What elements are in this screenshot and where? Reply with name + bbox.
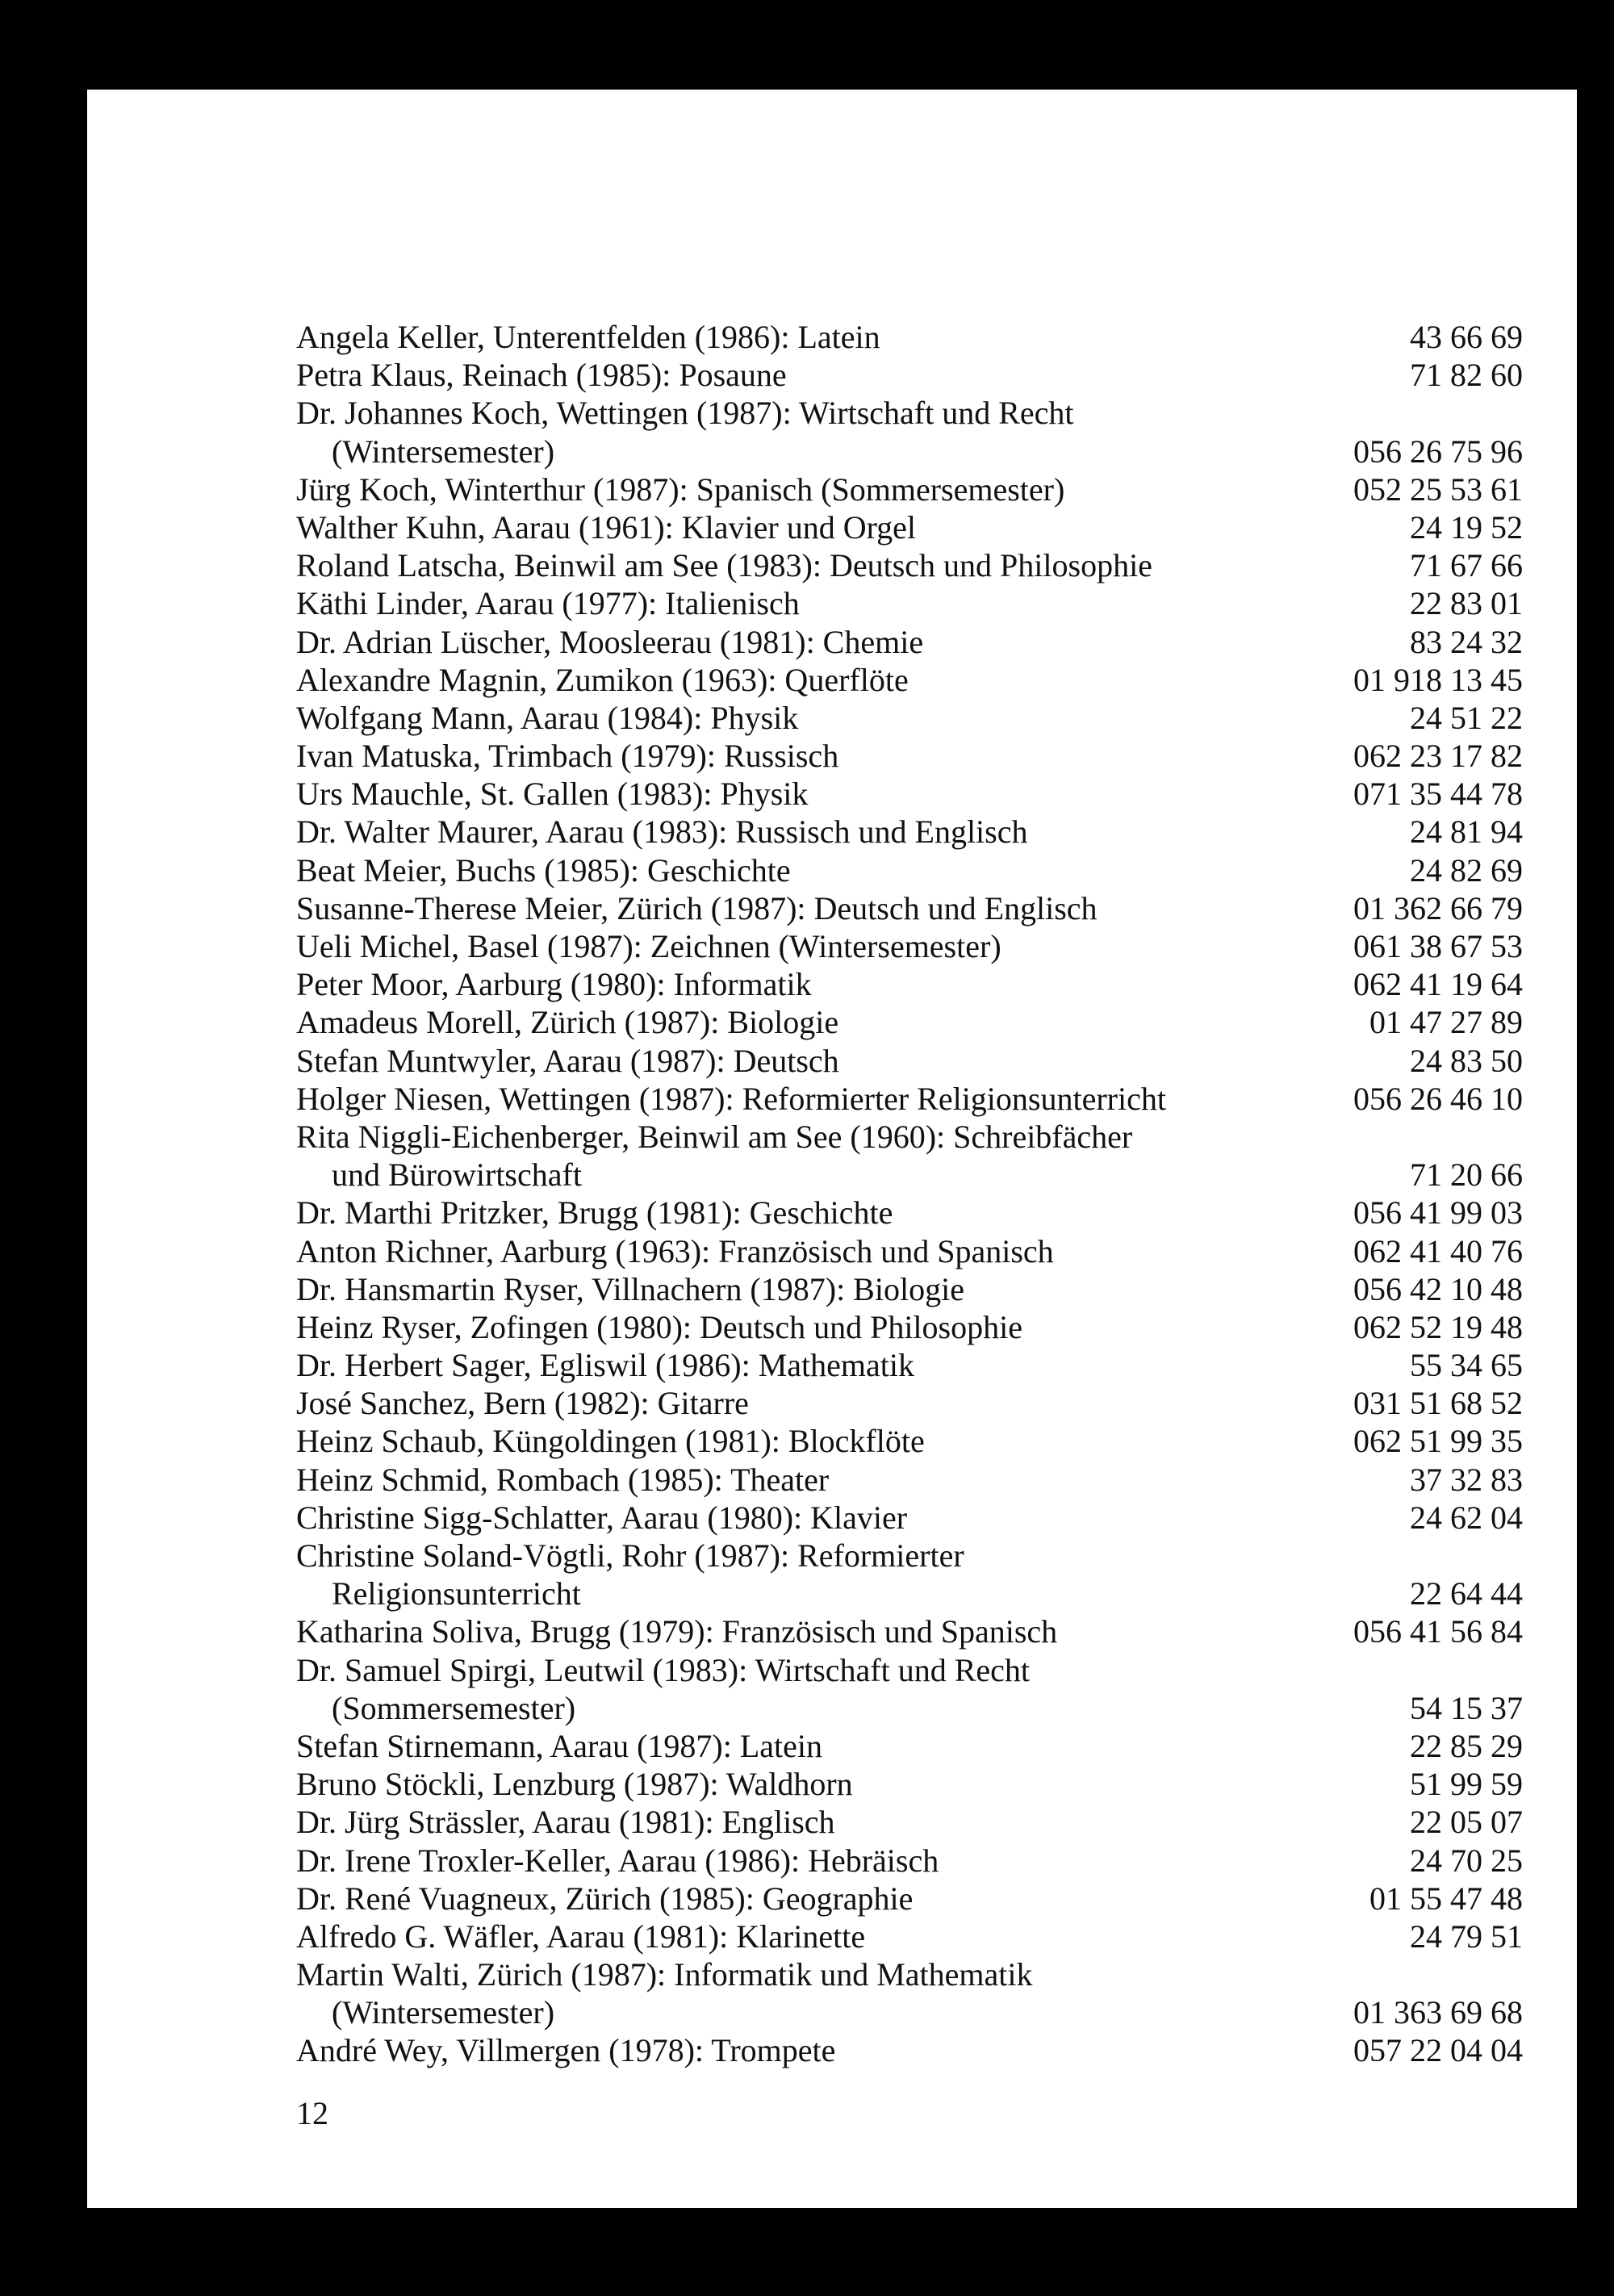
directory-entry — [296, 1612, 1523, 1650]
directory-entry — [296, 1118, 1523, 1194]
entry-text: Dr. René Vuagneux, Zürich (1985): Geographie — [296, 1880, 914, 1917]
directory-entry — [296, 1384, 1523, 1422]
directory-entry — [296, 1918, 1523, 1955]
directory-entry — [296, 1537, 1523, 1612]
entry-text: Petra Klaus, Reinach (1985): Posaune — [296, 357, 787, 394]
entry-text: Jürg Koch, Winterthur (1987): Spanisch (Sommersemester) — [296, 470, 1065, 508]
phone-number: 24 19 52 — [1410, 508, 1523, 546]
entry-text: Dr. Marthi Pritzker, Brugg (1981): Geschichte — [296, 1194, 893, 1232]
entry-text: Dr. Samuel Spirgi, Leutwil (1983): Wirtschaft und Recht — [296, 1651, 1031, 1688]
phone-number: 057 22 04 04 — [1353, 2032, 1523, 2069]
entry-text: Walther Kuhn, Aarau (1961): Klavier und Orgel — [296, 508, 917, 546]
entry-text-continuation: (Sommersemester) — [332, 1689, 576, 1726]
entry-text: Dr. Herbert Sager, Egliswil (1986): Mathematik — [296, 1347, 914, 1384]
phone-number: 24 83 50 — [1410, 1042, 1523, 1079]
entry-text: Angela Keller, Unterentfelden (1986): Latein — [296, 319, 880, 355]
directory-entry — [296, 1651, 1523, 1727]
directory-entry — [296, 1232, 1523, 1270]
entry-text: José Sanchez, Bern (1982): Gitarre — [296, 1385, 749, 1422]
directory-entry — [296, 813, 1523, 851]
phone-number: 056 26 75 96 — [1353, 433, 1523, 470]
entry-text: Beat Meier, Buchs (1985): Geschichte — [296, 851, 791, 889]
directory-entry — [296, 851, 1523, 889]
phone-number: 01 55 47 48 — [1369, 1880, 1523, 1917]
phone-number: 22 85 29 — [1410, 1727, 1523, 1764]
entry-text: Heinz Ryser, Zofingen (1980): Deutsch und Philosophie — [296, 1308, 1022, 1345]
entry-text: Heinz Schmid, Rombach (1985): Theater — [296, 1461, 830, 1498]
phone-number: 71 20 66 — [1410, 1156, 1523, 1194]
directory-entry — [296, 1842, 1523, 1880]
directory-entry — [296, 775, 1523, 813]
directory-entry — [296, 623, 1523, 661]
entry-text: Ivan Matuska, Trimbach (1979): Russisch — [296, 738, 839, 775]
directory-entry — [296, 737, 1523, 775]
directory-entry — [296, 1803, 1523, 1841]
directory-entry — [296, 1003, 1523, 1041]
directory-entry — [296, 889, 1523, 927]
entry-text: Alfredo G. Wäfler, Aarau (1981): Klarinette — [296, 1918, 866, 1955]
phone-number: 24 79 51 — [1410, 1918, 1523, 1955]
phone-number: 056 41 99 03 — [1353, 1194, 1523, 1232]
entry-text: Martin Walti, Zürich (1987): Informatik und Mathematik — [296, 1956, 1033, 1993]
entry-text: Susanne-Therese Meier, Zürich (1987): Deutsch und Englisch — [296, 889, 1098, 926]
phone-number: 83 24 32 — [1410, 623, 1523, 660]
entry-text: Stefan Stirnemann, Aarau (1987): Latein — [296, 1727, 823, 1764]
entry-text: Wolfgang Mann, Aarau (1984): Physik — [296, 699, 799, 736]
phone-number: 062 52 19 48 — [1353, 1308, 1523, 1345]
phone-number: 056 26 46 10 — [1353, 1080, 1523, 1117]
directory-entry — [296, 1422, 1523, 1460]
directory-entry — [296, 2031, 1523, 2069]
entry-text-continuation: Religionsunterricht — [332, 1575, 581, 1612]
phone-number: 51 99 59 — [1410, 1766, 1523, 1803]
directory-entry — [296, 1042, 1523, 1080]
phone-number: 062 41 40 76 — [1353, 1232, 1523, 1269]
phone-number: 01 363 69 68 — [1353, 1994, 1523, 2031]
directory-entry — [296, 699, 1523, 737]
entry-text: Bruno Stöckli, Lenzburg (1987): Waldhorn — [296, 1766, 853, 1803]
phone-number: 24 70 25 — [1410, 1842, 1523, 1879]
phone-number: 71 67 66 — [1410, 547, 1523, 584]
directory-entry — [296, 1461, 1523, 1499]
directory-entry — [296, 356, 1523, 394]
directory-entry — [296, 546, 1523, 584]
directory-entry — [296, 318, 1523, 356]
phone-number: 22 64 44 — [1410, 1575, 1523, 1612]
phone-number: 061 38 67 53 — [1353, 928, 1523, 964]
phone-number: 22 83 01 — [1410, 585, 1523, 622]
entry-text: Dr. Jürg Strässler, Aarau (1981): Englisch — [296, 1804, 835, 1841]
directory-entry — [296, 965, 1523, 1003]
directory-entry — [296, 470, 1523, 508]
phone-number: 062 51 99 35 — [1353, 1423, 1523, 1460]
entry-text: Urs Mauchle, St. Gallen (1983): Physik — [296, 776, 809, 813]
phone-number: 55 34 65 — [1410, 1347, 1523, 1384]
directory-entry — [296, 1080, 1523, 1118]
entry-text-continuation: (Wintersemester) — [332, 1994, 555, 2031]
phone-number: 24 82 69 — [1410, 851, 1523, 889]
entry-text: Dr. Walter Maurer, Aarau (1983): Russisch und Englisch — [296, 813, 1028, 851]
entry-text: Holger Niesen, Wettingen (1987): Reformierter Religionsunterricht — [296, 1080, 1166, 1117]
entry-text: Christine Sigg-Schlatter, Aarau (1980): Klavier — [296, 1499, 908, 1536]
entry-text-continuation: (Wintersemester) — [332, 433, 555, 470]
phone-number: 01 362 66 79 — [1353, 889, 1523, 926]
phone-number: 24 81 94 — [1410, 813, 1523, 851]
entry-text: Ueli Michel, Basel (1987): Zeichnen (Wintersemester) — [296, 928, 1001, 964]
entry-text: Amadeus Morell, Zürich (1987): Biologie — [296, 1004, 839, 1041]
phone-number: 031 51 68 52 — [1353, 1385, 1523, 1422]
entry-text: Anton Richner, Aarburg (1963): Französisch und Spanisch — [296, 1232, 1054, 1269]
entry-text: Dr. Adrian Lüscher, Moosleerau (1981): Chemie — [296, 623, 924, 660]
phone-number: 54 15 37 — [1410, 1689, 1523, 1726]
entry-text: Christine Soland-Vögtli, Rohr (1987): Reformierter — [296, 1537, 964, 1574]
entry-text: Dr. Johannes Koch, Wettingen (1987): Wirtschaft und Recht — [296, 395, 1074, 432]
directory-entry — [296, 508, 1523, 546]
entry-text: Heinz Schaub, Küngoldingen (1981): Blockflöte — [296, 1423, 925, 1460]
entry-text: André Wey, Villmergen (1978): Trompete — [296, 2032, 836, 2069]
phone-number: 24 51 22 — [1410, 699, 1523, 736]
directory-entry — [296, 1727, 1523, 1765]
directory-entry — [296, 584, 1523, 622]
phone-number: 37 32 83 — [1410, 1461, 1523, 1498]
phone-number: 22 05 07 — [1410, 1804, 1523, 1841]
phone-number: 71 82 60 — [1410, 357, 1523, 394]
entry-text: Peter Moor, Aarburg (1980): Informatik — [296, 966, 812, 1003]
directory-entry — [296, 1955, 1523, 2031]
entry-text: Käthi Linder, Aarau (1977): Italienisch — [296, 585, 800, 622]
directory-entry — [296, 1270, 1523, 1308]
directory-entry — [296, 661, 1523, 699]
phone-number: 056 41 56 84 — [1353, 1613, 1523, 1650]
entry-text: Rita Niggli-Eichenberger, Beinwil am See (1960): Schreibfächer — [296, 1118, 1133, 1155]
directory-entry — [296, 1308, 1523, 1346]
entry-text: Dr. Irene Troxler-Keller, Aarau (1986): Hebräisch — [296, 1842, 939, 1879]
phone-number: 052 25 53 61 — [1353, 470, 1523, 508]
phone-number: 056 42 10 48 — [1353, 1270, 1523, 1307]
page-number: 12 — [296, 2095, 328, 2131]
phone-number: 062 41 19 64 — [1353, 966, 1523, 1003]
phone-number: 24 62 04 — [1410, 1499, 1523, 1536]
phone-number: 43 66 69 — [1410, 319, 1523, 355]
phone-number: 062 23 17 82 — [1353, 738, 1523, 775]
directory-entry — [296, 1499, 1523, 1537]
phone-number: 071 35 44 78 — [1353, 776, 1523, 813]
entry-text-continuation: und Bürowirtschaft — [332, 1156, 582, 1194]
directory-entry — [296, 1194, 1523, 1232]
document-page — [87, 90, 1577, 2208]
directory-entry — [296, 1880, 1523, 1918]
teacher-directory-list — [296, 318, 1523, 2070]
phone-number: 01 918 13 45 — [1353, 661, 1523, 698]
directory-entry — [296, 1765, 1523, 1803]
directory-entry — [296, 927, 1523, 965]
entry-text: Dr. Hansmartin Ryser, Villnachern (1987): Biologie — [296, 1270, 964, 1307]
entry-text: Stefan Muntwyler, Aarau (1987): Deutsch — [296, 1042, 839, 1079]
directory-entry — [296, 394, 1523, 470]
entry-text: Katharina Soliva, Brugg (1979): Französisch und Spanisch — [296, 1613, 1058, 1650]
entry-text: Roland Latscha, Beinwil am See (1983): Deutsch und Philosophie — [296, 547, 1152, 584]
phone-number: 01 47 27 89 — [1369, 1004, 1523, 1041]
directory-entry — [296, 1346, 1523, 1384]
entry-text: Alexandre Magnin, Zumikon (1963): Querflöte — [296, 661, 909, 698]
